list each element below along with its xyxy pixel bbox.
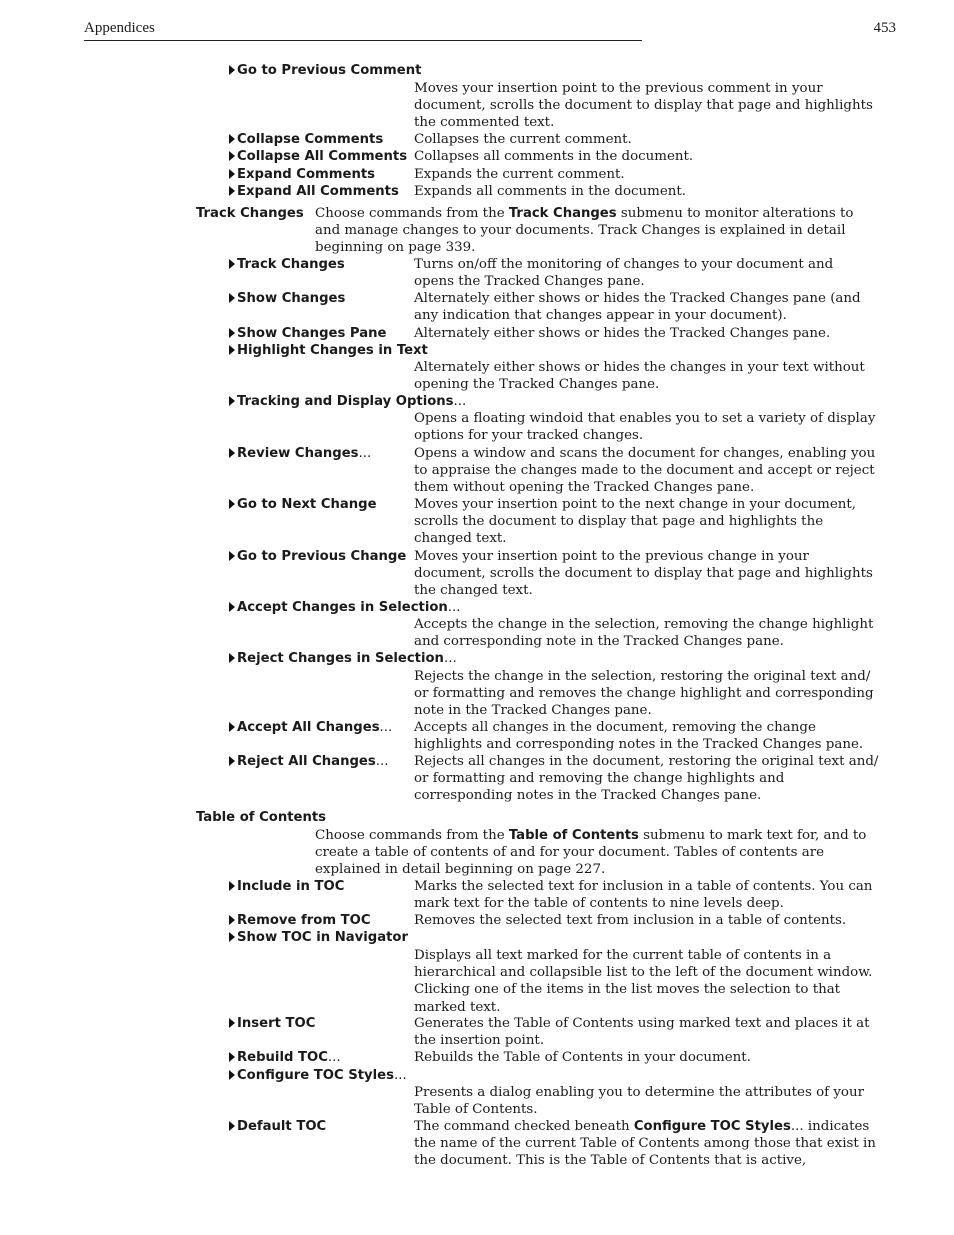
triangle-bullet-icon <box>229 653 235 663</box>
term-expand-all-comments: Expand All Comments <box>229 183 399 200</box>
page-number: 453 <box>873 20 896 36</box>
section-heading-track-changes: Track Changes <box>196 206 304 221</box>
term-go-prev-change: Go to Previous Change <box>229 548 406 565</box>
term-configure-toc-styles: Configure TOC Styles... <box>229 1067 407 1084</box>
desc-rebuild-toc: Rebuilds the Table of Contents in your document. <box>414 1050 751 1065</box>
triangle-bullet-icon <box>229 881 235 891</box>
desc-include-in-toc: Marks the selected text for inclusion in a table of contents. You can mark text for the table of contents to nine levels deep. <box>414 879 873 912</box>
term-remove-from-toc: Remove from TOC <box>229 912 371 929</box>
desc-accept-changes-selection: Accepts the change in the selection, removing the change highlight and corresponding note in the Tracked Changes pane. <box>414 617 874 650</box>
term-default-toc: Default TOC <box>229 1118 326 1135</box>
triangle-bullet-icon <box>229 915 235 925</box>
toc-intro: Choose commands from the Table of Contents submenu to mark text for, and to create a table of contents of and for your document. Tables of contents are explained in detail beginning on page 227. <box>315 828 867 878</box>
desc-reject-changes-selection: Rejects the change in the selection, restoring the original text and/ or formatting and removes the change highlight and corresponding note in the Tracked Changes pane. <box>414 669 874 719</box>
term-collapse-comments: Collapse Comments <box>229 131 383 148</box>
triangle-bullet-icon <box>229 932 235 942</box>
desc-collapse-comments: Collapses the current comment. <box>414 132 632 147</box>
term-go-prev-comment: Go to Previous Comment <box>229 62 421 79</box>
desc-show-changes-pane: Alternately either shows or hides the Tracked Changes pane. <box>414 326 831 341</box>
term-rebuild-toc: Rebuild TOC... <box>229 1049 341 1066</box>
triangle-bullet-icon <box>229 756 235 766</box>
desc-accept-all-changes: Accepts all changes in the document, removing the change highlights and corresponding notes in the Tracked Changes pane. <box>414 720 864 753</box>
triangle-bullet-icon <box>229 186 235 196</box>
desc-collapse-all-comments: Collapses all comments in the document. <box>414 149 694 164</box>
desc-track-changes: Turns on/off the monitoring of changes to your document and opens the Tracked Changes pane. <box>414 257 834 290</box>
desc-review-changes: Opens a window and scans the document for changes, enabling you to appraise the changes made to the document and accept or reject them without opening the Tracked Changes pane. <box>414 446 876 496</box>
triangle-bullet-icon <box>229 551 235 561</box>
term-highlight-changes: Highlight Changes in Text <box>229 342 428 359</box>
desc-show-changes: Alternately either shows or hides the Tracked Changes pane (and any indication that changes appear in your document). <box>414 291 861 324</box>
term-show-toc-navigator: Show TOC in Navigator <box>229 929 408 946</box>
desc-go-next-change: Moves your insertion point to the next change in your document, scrolls the document to display that page and highlights the changed text. <box>414 497 857 547</box>
triangle-bullet-icon <box>229 151 235 161</box>
triangle-bullet-icon <box>229 1018 235 1028</box>
term-show-changes-pane: Show Changes Pane <box>229 325 386 342</box>
term-show-changes: Show Changes <box>229 290 345 307</box>
triangle-bullet-icon <box>229 134 235 144</box>
desc-expand-comments: Expands the current comment. <box>414 167 625 182</box>
term-review-changes: Review Changes... <box>229 445 371 462</box>
term-reject-changes-selection: Reject Changes in Selection... <box>229 650 457 667</box>
desc-configure-toc-styles: Presents a dialog enabling you to determine the attributes of your Table of Contents. <box>414 1085 865 1118</box>
term-expand-comments: Expand Comments <box>229 166 375 183</box>
desc-expand-all-comments: Expands all comments in the document. <box>414 184 687 199</box>
desc-go-prev-comment: Moves your insertion point to the previous comment in your document, scrolls the document to display that page and highlights the commented text. <box>414 81 873 131</box>
desc-tracking-display-options: Opens a floating windoid that enables you to set a variety of display options for your tracked changes. <box>414 411 876 444</box>
track-changes-intro: Choose commands from the Track Changes submenu to monitor alterations to and manage changes to your documents. Track Changes is explained in detail beginning on page 339. <box>315 206 854 256</box>
page-header <box>84 20 896 40</box>
section-heading-toc: Table of Contents <box>196 810 326 825</box>
desc-highlight-changes: Alternately either shows or hides the changes in your text without opening the Tracked Changes pane. <box>414 360 865 393</box>
term-track-changes: Track Changes <box>229 256 345 273</box>
term-go-next-change: Go to Next Change <box>229 496 377 513</box>
desc-default-toc: The command checked beneath Configure TOC Styles... indicates the name of the current Table of Contents among those that exist in the document. This is the Table of Contents that is active, <box>414 1119 876 1169</box>
term-accept-all-changes: Accept All Changes... <box>229 719 392 736</box>
triangle-bullet-icon <box>229 1121 235 1131</box>
section-title: Appendices <box>84 20 155 36</box>
triangle-bullet-icon <box>229 65 235 75</box>
desc-go-prev-change: Moves your insertion point to the previous change in your document, scrolls the document to display that page and highlights the changed text. <box>414 549 873 599</box>
desc-show-toc-navigator: Displays all text marked for the current table of contents in a hierarchical and collapsible list to the left of the document window. Clicking one of the items in the list moves the selection to that marked text. <box>414 948 873 1015</box>
triangle-bullet-icon <box>229 722 235 732</box>
triangle-bullet-icon <box>229 293 235 303</box>
triangle-bullet-icon <box>229 328 235 338</box>
triangle-bullet-icon <box>229 499 235 509</box>
term-tracking-display-options: Tracking and Display Options... <box>229 393 466 410</box>
triangle-bullet-icon <box>229 602 235 612</box>
triangle-bullet-icon <box>229 259 235 269</box>
term-include-in-toc: Include in TOC <box>229 878 344 895</box>
desc-reject-all-changes: Rejects all changes in the document, restoring the original text and/ or formatting and removing the change highlights and corresponding notes in the Tracked Changes pane. <box>414 754 879 804</box>
term-insert-toc: Insert TOC <box>229 1015 315 1032</box>
desc-remove-from-toc: Removes the selected text from inclusion in a table of contents. <box>414 913 847 928</box>
desc-insert-toc: Generates the Table of Contents using marked text and places it at the insertion point. <box>414 1016 870 1049</box>
term-reject-all-changes: Reject All Changes... <box>229 753 388 770</box>
triangle-bullet-icon <box>229 345 235 355</box>
term-accept-changes-selection: Accept Changes in Selection... <box>229 599 461 616</box>
triangle-bullet-icon <box>229 169 235 179</box>
triangle-bullet-icon <box>229 448 235 458</box>
triangle-bullet-icon <box>229 1052 235 1062</box>
triangle-bullet-icon <box>229 396 235 406</box>
term-collapse-all-comments: Collapse All Comments <box>229 148 407 165</box>
header-rule <box>84 40 642 41</box>
triangle-bullet-icon <box>229 1070 235 1080</box>
